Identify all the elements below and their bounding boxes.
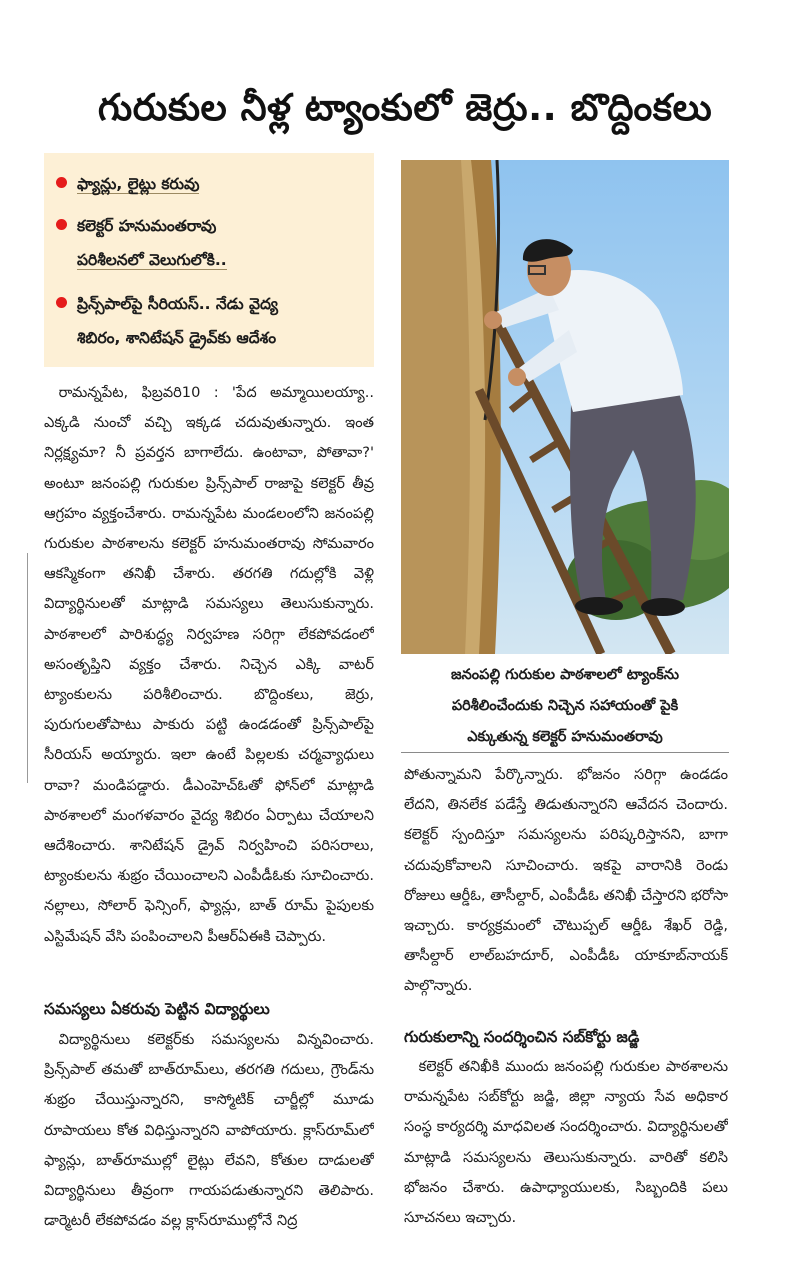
bullet-dot-icon [56,177,67,188]
headline: గురుకుల నీళ్ల ట్యాంకులో జెర్రు.. బొద్దింకలు [97,86,713,129]
highlights-box [44,153,374,367]
subheading-students: సమస్యలు ఏకరువు పెట్టిన విద్యార్థులు [44,1000,270,1018]
article-paragraph: రామన్నపేట, ఫిబ్రవరి10 : 'పేద అమ్మాయిలయ్యా.. ఎక్కడి నుంచో వచ్చి ఇక్కడ చదువుతున్నారు. ఇంత నిర్లక్ష్యమా? నీ ప్రవర్తన బాగాలేదు. ఉంటావా, పోతావా?' అంటూ జనంపల్లి గురుకుల ప్రిన్స్‌పాల్ రాజాపై కలెక్టర్ తీవ్ర ఆగ్రహం వ్యక్తంచేశారు. రామన్నపేట మండలంలోని జనంపల్లి గురుకుల పాఠశాలను కలెక్టర్ హనుమంతరావు సోమవారం ఆకస్మికంగా తనిఖీ చేశారు. తరగతి గదుల్లోకి వెళ్లి విద్యార్థినులతో మాట్లాడి సమస్యలు తెలుసుకున్నారు. పాఠశాలలో పారిశుద్ధ్య నిర్వహణ సరిగ్గా లేకపోవడంలో అసంతృప్తిని వ్యక్తం చేశారు. నిచ్చెన ఎక్కి వాటర్ ట్యాంకులను పరిశీలించారు. బొద్దింకలు, జెర్రు, పురుగులతోపాటు పాకురు పట్టి ఉండడంతో ప్రిన్స్‌పాల్‌పై సీరియస్ అయ్యారు. ఇలా ఉంటే పిల్లలకు చర్మవ్యాధులు రావా? మండిపడ్డారు. డీఎంహెచ్‌ఓతో ఫోన్‌లో మాట్లాడి పాఠశాలలో మంగళవారం వైద్య శిబిరం ఏర్పాటు చేయాలని ఆదేశించారు. శానిటేషన్ డ్రైవ్ నిర్వహించి పరిసరాలు, ట్యాంకులను శుభ్రం చేయించాలని ఎంపీడీఓకు సూచించారు. నల్లాలు, సోలార్ ఫెన్సింగ్, ఫ్యాన్లు, బాత్ రూమ్ పైపులకు ఎస్టిమేషన్ వేసి పంపించాలని పీఆర్ఏఈకి చెప్పారు. [44,384,374,945]
photo-caption: జనంపల్లి గురుకుల పాఠశాలలో ట్యాంక్‌ను పరిశీలించేందుకు నిచ్చెన సహాయంతో పైకి ఎక్కుతున్న కలెక్టర్ హనుమంతరావు [451,667,679,745]
highlight-2: కలెక్టర్ హనుమంతరావు పరిశీలనలో వెలుగులోకి.. [56,209,372,277]
article-column-2-top [404,760,728,1005]
article-column-1-top [44,378,374,985]
subheading-judge: గురుకులాన్ని సందర్శించిన సబ్‌కోర్టు జడ్జి [404,1028,640,1046]
photo-illustration [401,160,729,654]
highlight-3: ప్రిన్స్‌పాల్‌పై సీరియస్.. నేడు వైద్య శిబిరం, శానిటేషన్ డ్రైవ్‌కు ఆదేశం [56,287,372,355]
article-column-2-bottom [404,1052,728,1242]
bullet-dot-icon [56,219,67,230]
article-paragraph: కలెక్టర్ తనిఖీకి ముందు జనంపల్లి గురుకుల పాఠశాలను రామన్నపేట సబ్‌కోర్టు జడ్జి, జిల్లా న్యాయ సేవ అధికార సంస్థ కార్యదర్శి మాధవిలత సందర్శించారు. విద్యార్థినులతో మాట్లాడి సమస్యలను తెలుసుకున్నారు. వారితో కలిసి భోజనం చేశారు. ఉపాధ్యాయులకు, సిబ్బందికి పలు సూచనలు ఇచ్చారు. [404,1058,728,1227]
collector-photo [401,160,729,654]
highlight-1: ఫ్యాన్లు, లైట్లు కరువు [56,167,372,201]
article-column-1-bottom [44,1025,374,1241]
bullet-dot-icon [56,297,67,308]
column-rule [27,553,28,783]
caption-divider [401,752,729,753]
article-paragraph: పోతున్నామని పేర్కొన్నారు. భోజనం సరిగ్గా ఉండడం లేదని, తినలేక పడేస్తే తిడుతున్నారని ఆవేదన చెందారు. కలెక్టర్ స్పందిస్తూ సమస్యలను పరిష్కరిస్తానని, బాగా చదువుకోవాలని సూచించారు. ఇకపై వారానికి రెండు రోజులు ఆర్డీఓ, తాసీల్దార్, ఎంపీడీఓ తనిఖీ చేస్తారని భరోసా ఇచ్చారు. కార్యక్రమంలో చౌటుప్పల్ ఆర్డీఓ శేఖర్ రెడ్డి, తాసీల్దార్ లాల్‌బహదూర్, ఎంపీడీఓ యాకూబ్‌నాయక్ పాల్గొన్నారు. [404,766,728,995]
article-paragraph: విద్యార్థినులు కలెక్టర్‌కు సమస్యలను విన్నవించారు. ప్రిన్స్‌పాల్ తమతో బాత్‌రూమ్‌లు, తరగతి గదులు, గ్రౌండ్‌ను శుభ్రం చేయిస్తున్నారని, కాస్మోటిక్ చార్జీల్లో మూడు రూపాయలు కోత విధిస్తున్నారని వాపోయారు. క్లాస్‌రూమ్‌లో ఫ్యాన్లు, బాత్‌రూముల్లో లైట్లు లేవని, కోతుల దాడులతో విద్యార్థినులు తీవ్రంగా గాయపడుతున్నారని తెలిపారు. డార్మెటరీ లేకపోవడం వల్ల క్లాస్‌రూముల్లోనే నిద్ర [44,1031,374,1230]
